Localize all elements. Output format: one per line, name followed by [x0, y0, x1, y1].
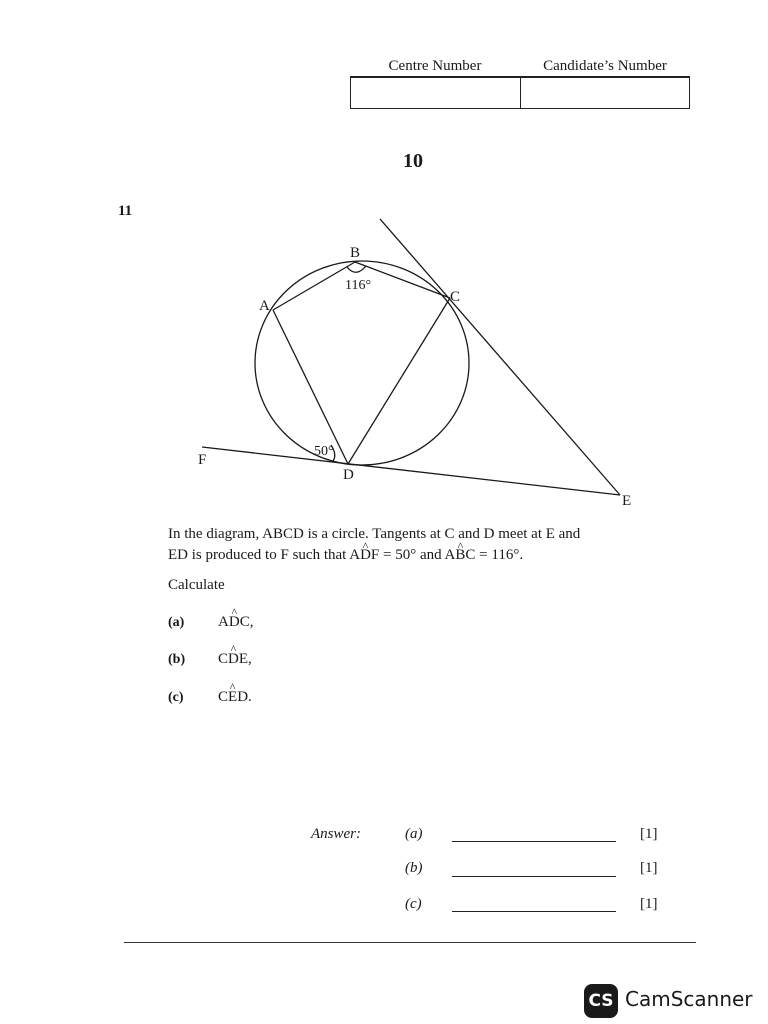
angle-hat-b: ^ B: [455, 545, 465, 566]
stem-line-1: In the diagram, ABCD is a circle. Tangents at C and D meet at E and: [168, 526, 581, 542]
part-a: [168, 614, 254, 631]
stem-line-2: ED is produced to F such that A^ DF = 50° and A^ BC = 116°.: [168, 545, 638, 566]
part-a-label: (a): [168, 615, 185, 630]
candidate-number-label: Candidate’s Number: [543, 58, 667, 74]
point-label-c: C: [450, 289, 461, 305]
question-number: 11: [118, 203, 133, 219]
page-number: 10: [403, 150, 423, 172]
part-c-label: (c): [168, 690, 184, 705]
part-a-angle: A^ DC,: [218, 614, 253, 631]
part-b-label: (b): [168, 652, 186, 667]
question-stem: [168, 524, 638, 566]
angle-label-adf: 50°: [314, 444, 334, 459]
answer-label: Answer:: [311, 826, 361, 842]
point-label-e: E: [622, 493, 632, 509]
answer-c-field[interactable]: [452, 910, 616, 912]
answer-c-marks: [1]: [640, 896, 658, 912]
answer-a-marks: [1]: [640, 826, 658, 842]
angle-arc-abc: [347, 266, 366, 272]
part-c-angle: C^ ED.: [218, 689, 252, 706]
tangent-line-c: [380, 219, 620, 495]
answer-b-marks: [1]: [640, 860, 658, 876]
chord-ad: [273, 310, 348, 464]
chord-ab: [273, 262, 355, 310]
calculate-instruction: Calculate: [168, 577, 225, 593]
answer-a-field[interactable]: [452, 840, 616, 842]
part-c: [168, 689, 252, 706]
answer-a-label: (a): [405, 826, 423, 842]
angle-hat-d: ^ D: [360, 545, 371, 566]
centre-number-label: Centre Number: [388, 58, 482, 74]
answer-c-label: (c): [405, 896, 422, 912]
camscanner-brand: CamScanner: [625, 987, 753, 1011]
part-b: [168, 651, 252, 668]
camscanner-logo-icon: CS: [584, 984, 618, 1018]
point-label-a: A: [259, 298, 270, 314]
chord-cd: [348, 298, 450, 464]
answer-b-label: (b): [405, 860, 423, 876]
answer-b-field[interactable]: [452, 875, 616, 877]
angle-label-abc: 116°: [345, 278, 372, 293]
point-label-b: B: [350, 245, 361, 261]
point-label-d: D: [343, 467, 354, 483]
point-label-f: F: [198, 452, 207, 468]
bottom-divider: [124, 942, 696, 943]
part-b-angle: C^ DE,: [218, 651, 252, 668]
